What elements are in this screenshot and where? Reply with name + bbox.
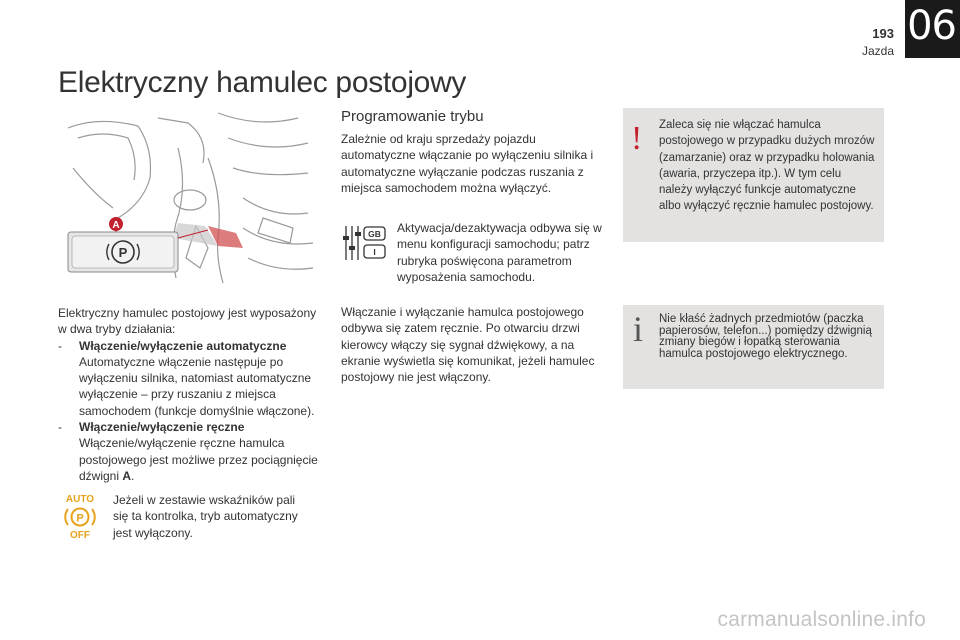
- info-icon: i: [633, 309, 644, 349]
- info-box: [623, 305, 884, 389]
- auto-off-warning-icon: [62, 492, 98, 540]
- gb-label-top: GB: [368, 229, 381, 239]
- configuration-menu-note: Aktywacja/dezaktywacja odbywa się w menu konfiguracji samochodu; patrz rubryka poświęcona parametrom wyposażenia samochodu.: [397, 221, 602, 284]
- warning-text: Zaleca się nie włączać hamulca postojowego w przypadku dużych mrozów (zamarzanie) oraz w przypadku holowania (awaria, przyczepa itp.). W tym celu należy wyłączyć funkcje automatyczne albo wyłączyć ręcznie hamulec postojowy.: [659, 119, 875, 213]
- chapter-number: 06: [907, 3, 956, 49]
- mode-automatic-text: Automatyczne włączenie następuje po wyłączeniu silnika, natomiast automatyczne wyłączenie – przy ruszaniu z miejsca samochodem (funkcje domyślnie włączone).: [79, 354, 315, 418]
- button-symbol: P: [118, 245, 128, 260]
- mode-automatic: [58, 338, 328, 419]
- page-title: Elektryczny hamulec postojowy: [58, 66, 467, 99]
- auto-off-icon-bottom: OFF: [70, 530, 90, 540]
- lever-reference: A: [122, 468, 132, 483]
- modes-description: [58, 305, 328, 484]
- manual-operation-note: Włączanie i wyłączanie hamulca postojowego odbywa się zatem ręcznie. Po otwarciu drzwi kierowcy włączy się sygnał dźwiękowy, a na ekranie wyświetla się komunikat, jeżeli hamulec postojowy nie jest włączony.: [341, 305, 595, 385]
- mode-manual: [58, 419, 328, 484]
- watermark: carmanualsonline.info: [717, 608, 926, 631]
- mode-manual-title: Włączenie/wyłączenie ręczne: [79, 420, 245, 435]
- programming-heading: Programowanie trybu: [341, 108, 484, 125]
- auto-off-description: Jeżeli w zestawie wskaźników pali się ta kontrolka, tryb automatyczny jest wyłączony.: [113, 493, 298, 540]
- page-number: 193: [872, 26, 894, 41]
- chapter-tab: [905, 0, 960, 58]
- auto-off-icon-top: AUTO: [65, 494, 95, 505]
- mode-manual-text: [79, 435, 328, 484]
- programming-intro: Zależnie od kraju sprzedaży pojazdu automatyczne włączanie po wyłączeniu silnika i automatyczne wyłączanie podczas ruszania z miejsca samochodem można wyłączyć.: [341, 132, 594, 195]
- mode-automatic-title: Włączenie/wyłączenie automatyczne: [79, 338, 287, 353]
- list-dash: -: [58, 420, 62, 435]
- info-text: Nie kłaść żadnych przedmiotów (paczka papierosów, telefon...) pomiędzy dźwignią zmiany biegów i łopatką sterowania hamulca postojowego elektrycznego.: [659, 313, 872, 360]
- mode-manual-text-before: Włączenie/wyłączenie ręczne hamulca postojowego jest możliwe przez pociągnięcie dźwigni: [79, 436, 318, 483]
- gb-label-bottom: I: [373, 247, 376, 257]
- warning-box: [623, 108, 884, 242]
- parking-brake-illustration: [58, 108, 316, 286]
- callout-label-a: A: [112, 220, 120, 231]
- auto-off-icon-symbol: P: [76, 512, 84, 525]
- mode-manual-text-after: .: [131, 468, 135, 483]
- warning-icon: !: [631, 120, 643, 157]
- list-dash: -: [58, 338, 62, 353]
- modes-intro: Elektryczny hamulec postojowy jest wyposażony w dwa tryby działania:: [58, 306, 317, 337]
- settings-gb-icon: [341, 224, 387, 262]
- section-name: Jazda: [861, 44, 894, 58]
